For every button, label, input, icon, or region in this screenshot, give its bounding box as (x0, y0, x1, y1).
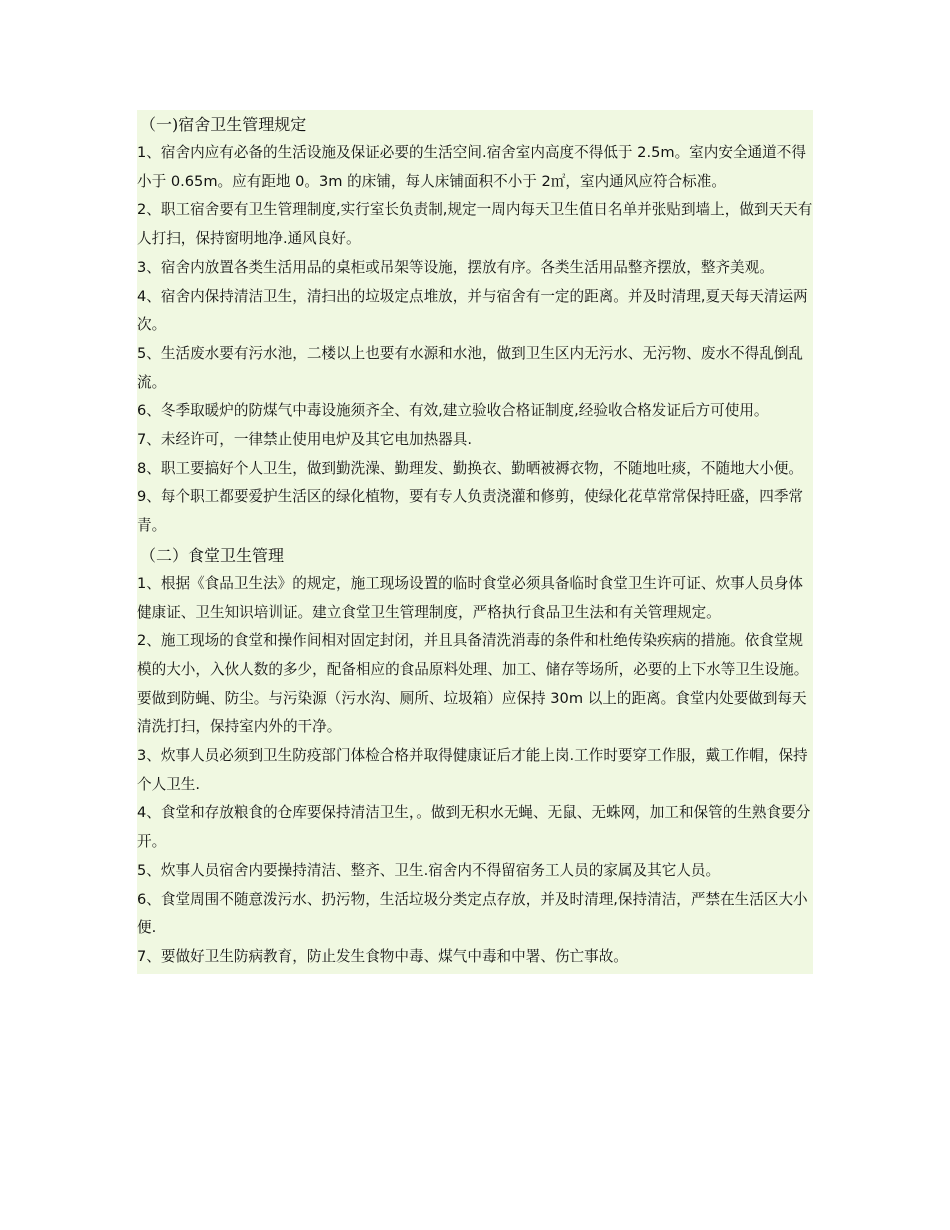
dormitory-rule-7: 7、未经许可，一律禁止使用电炉及其它电加热器具. (137, 431, 472, 449)
dormitory-rule-3: 3、宿舍内放置各类生活用品的桌柜或吊架等设施，摆放有序。各类生活用品整齐摆放，整齐美观。 (137, 258, 774, 276)
dormitory-rule-6: 6、冬季取暖炉的防煤气中毒设施须齐全、有效,建立验收合格证制度,经验收合格发证后方可使用。 (137, 402, 769, 420)
canteen-rule-7: 7、要做好卫生防病教育，防止发生食物中毒、煤气中毒和中署、伤亡事故。 (137, 947, 628, 965)
dormitory-rule-1: 1、宿舍内应有必备的生活设施及保证必要的生活空间.宿舍室内高度不得低于 2.5m。室内安全通道不得小于 0.65m。应有距地 0。3m 的床铺，每人床铺面积不小于 2㎡，室内通风应符合标准。 (137, 144, 806, 190)
dormitory-rule-5: 5、生活废水要有污水池，二楼以上也要有水源和水池，做到卫生区内无污水、无污物、废水不得乱倒乱流。 (137, 344, 804, 391)
canteen-rule-4: 4、食堂和存放粮食的仓库要保持清洁卫生，。做到无积水无蝇、无鼠、无蛛网，加工和保管的生熟食要分开。 (137, 804, 811, 851)
canteen-rule-6: 6、食堂周围不随意泼污水、扔污物，生活垃圾分类定点存放，并及时清理,保持清洁，严禁在生活区大小便. (137, 890, 808, 937)
canteen-rule-3: 3、炊事人员必须到卫生防疫部门体检合格并取得健康证后才能上岗.工作时要穿工作服，戴工作帽，保持个人卫生. (137, 747, 808, 793)
dormitory-rule-2: 2、职工宿舍要有卫生管理制度,实行室长负责制,规定一周内每天卫生值日名单并张贴到墙上，做到天天有人打扫，保持窗明地净.通风良好。 (137, 201, 813, 248)
section-heading-dormitory: （一)宿舍卫生管理规定 (140, 115, 307, 134)
document-body (137, 110, 813, 974)
canteen-rule-2: 2、施工现场的食堂和操作间相对固定封闭，并且具备清洗消毒的条件和杜绝传染疾病的措施。依食堂规模的大小，入伙人数的多少，配备相应的食品原料处理、加工、储存等场所，必要的上下水等卫生设施。要做到防蝇、防尘。与污染源（污水沟、厕所、垃圾箱）应保持 30m 以上的距离。食堂内处要做到每天清洗打扫，保持室内外的干净。 (137, 632, 809, 736)
dormitory-rule-9: 9、每个职工都要爱护生活区的绿化植物，要有专人负责浇灌和修剪，使绿化花草常常保持旺盛，四季常青。 (137, 488, 804, 535)
dormitory-rule-8: 8、职工要搞好个人卫生，做到勤洗澡、勤理发、勤换衣、勤晒被褥衣物，不随地吐痰，不随地大小便。 (137, 459, 804, 477)
canteen-rule-5: 5、炊事人员宿舍内要操持清洁、整齐、卫生.宿舍内不得留宿务工人员的家属及其它人员。 (137, 861, 721, 879)
dormitory-rule-4: 4、宿舍内保持清洁卫生，清扫出的垃圾定点堆放，并与宿舍有一定的距离。并及时清理,夏天每天清运两次。 (137, 287, 808, 334)
section-heading-canteen: （二）食堂卫生管理 (140, 545, 285, 565)
canteen-rule-1: 1、根据《食品卫生法》的规定，施工现场设置的临时食堂必须具备临时食堂卫生许可证、炊事人员身体健康证、卫生知识培训证。建立食堂卫生管理制度，严格执行食品卫生法和有关管理规定。 (137, 574, 804, 621)
